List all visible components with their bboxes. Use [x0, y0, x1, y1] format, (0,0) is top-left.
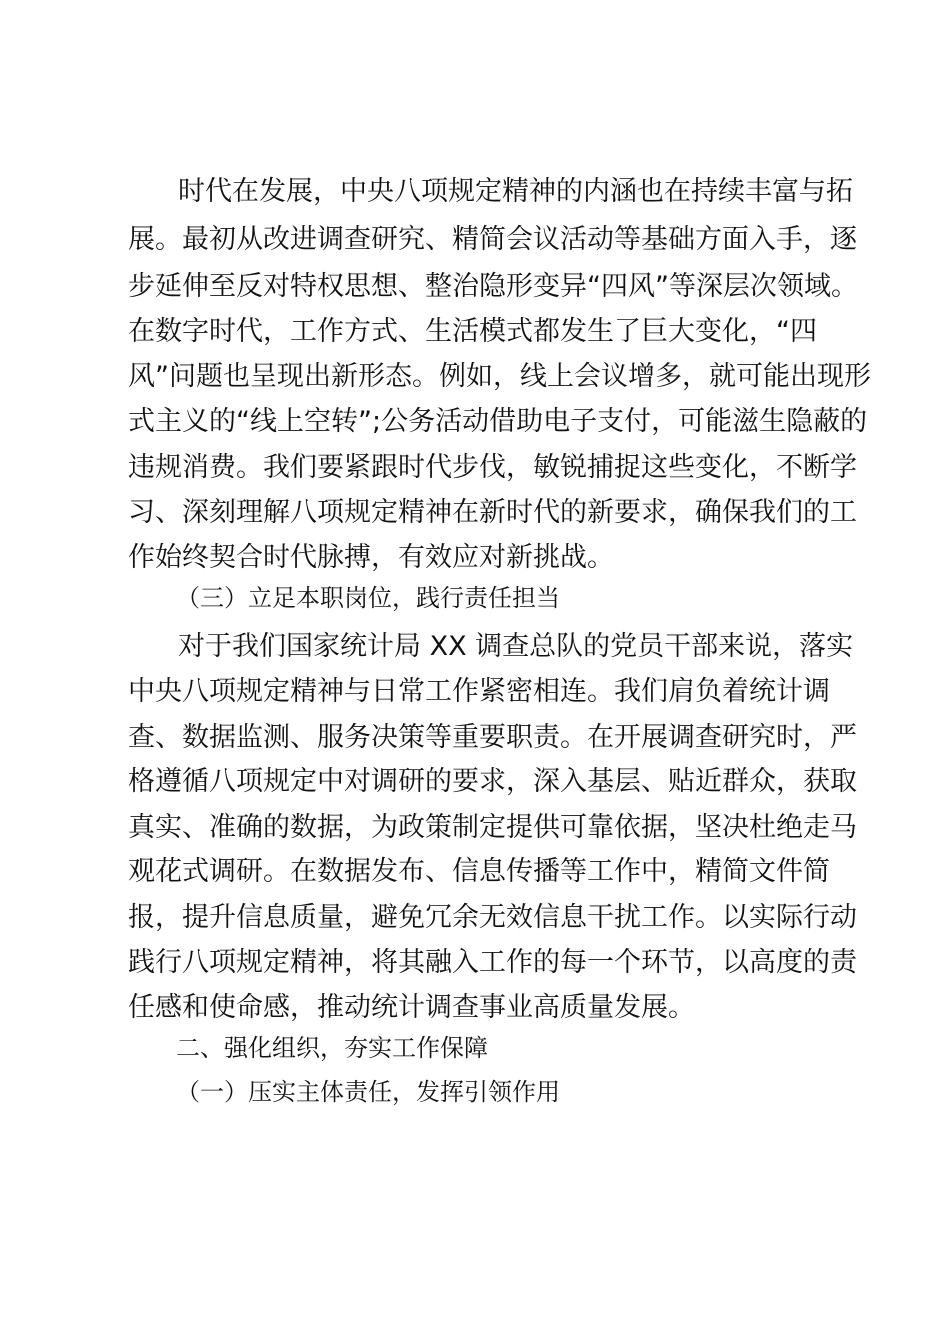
paragraph-1-line-4: 在数字时代，工作方式、生活模式都发生了巨大变化，“四: [128, 316, 817, 347]
section-heading-2: 二、强化组织，夯实工作保障: [176, 1034, 488, 1062]
paragraph-1-line-3: 步延伸至反对特权思想、整治隐形变异“四风”等深层次领域。: [128, 271, 858, 302]
paragraph-1-line-8: 习、深刻理解八项规定精神在新时代的新要求，确保我们的工: [128, 497, 857, 528]
paragraph-1-line-6: 式主义的“线上空转”;公务活动借助电子支付，可能滋生隐蔽的: [128, 406, 868, 437]
paragraph-2-line-8: 践行八项规定精神，将其融入工作的每一个环节，以高度的责: [128, 947, 857, 978]
paragraph-2-line-5: 真实、准确的数据，为政策制定提供可靠依据，坚决杜绝走马: [128, 812, 857, 843]
paragraph-2-line-4: 格遵循八项规定中对调研的要求，深入基层、贴近群众，获取: [128, 766, 857, 797]
paragraph-1-line-1: 时代在发展，中央八项规定精神的内涵也在持续丰富与拓: [178, 176, 853, 207]
paragraph-2-line-1: 对于我们国家统计局 XX 调查总队的党员干部来说，落实: [178, 631, 854, 662]
paragraph-2-line-3: 查、数据监测、服务决策等重要职责。在开展调查研究时，严: [128, 722, 857, 753]
paragraph-2-line-2: 中央八项规定精神与日常工作紧密相连。我们肩负着统计调: [128, 676, 830, 707]
paragraph-2-line-7: 报，提升信息质量，避免冗余无效信息干扰工作。以实际行动: [128, 902, 857, 933]
paragraph-2-line-6: 观花式调研。在数据发布、信息传播等工作中，精简文件简: [128, 856, 830, 887]
paragraph-1-line-9: 作始终契合时代脉搏，有效应对新挑战。: [128, 542, 614, 573]
paragraph-1-line-2: 展。最初从改进调查研究、精简会议活动等基础方面入手，逐: [128, 224, 857, 255]
subheading-1: （一）压实主体责任，发挥引领作用: [176, 1078, 560, 1106]
paragraph-2-line-9: 任感和使命感，推动统计调查事业高质量发展。: [128, 992, 695, 1023]
paragraph-1-line-5: 风”问题也呈现出新形态。例如，线上会议增多，就可能出现形: [128, 361, 871, 392]
paragraph-1-line-7: 违规消费。我们要紧跟时代步伐，敏锐捕捉这些变化，不断学: [128, 452, 857, 483]
subheading-3: （三）立足本职岗位，践行责任担当: [176, 584, 560, 612]
